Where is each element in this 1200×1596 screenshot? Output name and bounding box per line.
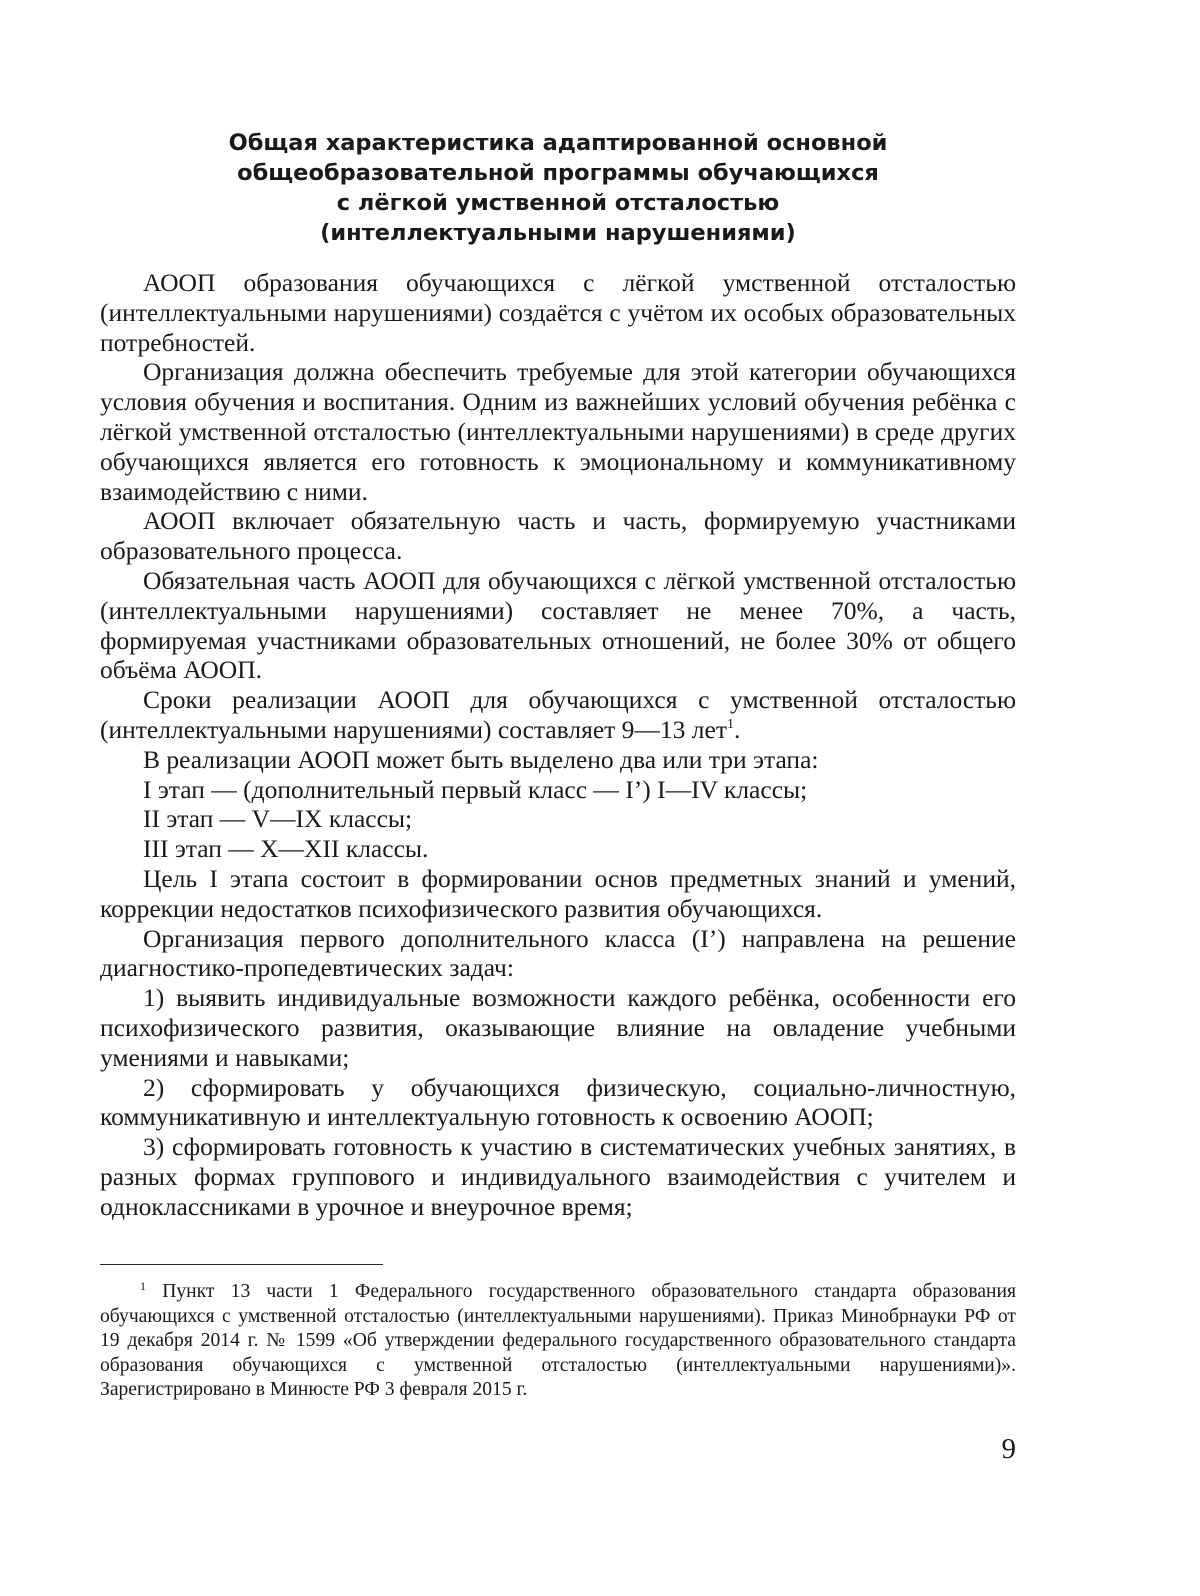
heading-line: общеобразовательной программы обучающихся — [237, 160, 879, 186]
stage-line: III этап — X—XII классы. — [143, 834, 429, 864]
stage-line: II этап — V—IX классы; — [143, 804, 413, 834]
body-text — [100, 268, 1016, 1222]
stage-line: I этап — (дополнительный первый класс — I’) I—IV классы; — [143, 774, 808, 804]
paragraph: АООП включает обязательную часть и часть, формируемую участниками образовательного процесса. — [100, 506, 1016, 566]
paragraph: Организация первого дополнительного класса (I’) направлена на решение диагностико-пропедевтических задач: — [100, 923, 1016, 983]
paragraph: В реализации АООП может быть выделено два или три этапа: — [143, 744, 819, 774]
heading-line: с лёгкой умственной отсталостью — [336, 190, 780, 216]
paragraph: Обязательная часть АООП для обучающихся с лёгкой умственной отсталостью (интеллектуальными нарушениями) составляет не менее 70%, а часть, формируемая участниками образовательных отношений, не более 30% от общего объёма АООП. — [100, 565, 1016, 685]
paragraph-end: . — [733, 714, 741, 744]
footnote-marker: 1 — [140, 1279, 146, 1293]
paragraph: Цель I этапа состоит в формировании основ предметных знаний и умений, коррекции недостатков психофизического развития обучающихся. — [100, 863, 1016, 923]
section-heading — [100, 128, 1016, 248]
list-item: 2) сформировать у обучающихся физическую, социально-личностную, коммуникативную и интеллектуальную готовность к освоению АООП; — [100, 1072, 1016, 1132]
list-item: 3) сформировать готовность к участию в систематических учебных занятиях, в разных формах группового и индивидуального взаимодействия с учителем и одноклассниками в урочное и внеурочное время; — [100, 1132, 1016, 1221]
footnote-reference: 1 — [726, 716, 734, 732]
paragraph: Организация должна обеспечить требуемые для этой категории обучающихся условия обучения и воспитания. Одним из важнейших условий обучения ребёнка с лёгкой умственной отсталостью (интеллектуальными нарушениями) в среде других обучающихся является его готовность к эмоциональному и коммуникативному взаимодействию с ними. — [100, 357, 1016, 506]
heading-line: (интеллектуальными нарушениями) — [320, 220, 796, 246]
list-item: 1) выявить индивидуальные возможности каждого ребёнка, особенности его психофизического развития, оказывающие влияние на овладение учебными умениями и навыками; — [100, 983, 1016, 1072]
footnote — [100, 1280, 1016, 1403]
page-number: 9 — [1001, 1433, 1016, 1465]
footnote-text: Пункт 13 части 1 Федерального государственного образовательного стандарта образования обучающихся с умственной отсталостью (интеллектуальными нарушениями). Приказ Минобрнауки РФ от 19 декабря 2014 г. № 1599 «Об утверждении федерального государственного образовательного стандарта образования обучающихся с умственной отсталостью (интеллектуальными нарушениями)». Зарегистрировано в Минюсте РФ 3 февраля 2015 г. — [100, 1281, 1016, 1401]
heading-line: Общая характеристика адаптированной основной — [228, 130, 888, 156]
paragraph: АООП образования обучающихся с лёгкой умственной отсталостью (интеллектуальными нарушениями) создаётся с учётом их особых образовательных потребностей. — [100, 268, 1016, 357]
paragraph-text: Сроки реализации АООП для обучающихся с умственной отсталостью (интеллектуальными нарушениями) составляет 9—13 лет — [100, 685, 1016, 744]
paragraph — [100, 685, 1016, 745]
footnote-divider — [100, 1264, 383, 1265]
